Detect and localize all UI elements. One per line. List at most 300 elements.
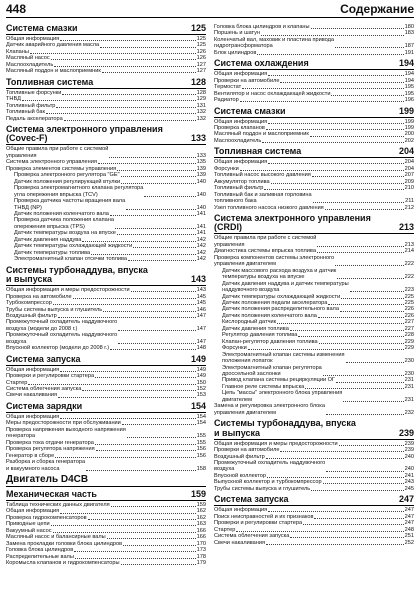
entry-title-line: воздуха — [6, 338, 27, 345]
section-title — [214, 59, 397, 69]
entry-page-number: 139 — [196, 165, 206, 172]
section-page-number: 199 — [398, 105, 414, 116]
entry-title-line: Замена и регулировка электронного блока — [214, 403, 325, 410]
entry-page-number: 229 — [404, 345, 414, 352]
entry-title — [6, 332, 117, 345]
section-heading[interactable] — [6, 490, 206, 501]
entry-title-line: Проверка напряжения выходного напряжения — [6, 426, 126, 433]
toc-entry[interactable] — [6, 560, 206, 566]
toc-section — [214, 24, 414, 56]
dot-leader — [319, 343, 404, 344]
section-heading[interactable] — [6, 402, 206, 413]
entry-page-number: 214 — [404, 248, 414, 255]
entry-page-number: 141 — [196, 230, 206, 237]
toc-entry[interactable] — [6, 256, 206, 262]
entry-page-number: 245 — [404, 485, 414, 492]
section-title-line: (CRDI) — [214, 222, 242, 233]
entry-title-line: Топливные форсунки — [6, 89, 62, 96]
toc-entry[interactable] — [214, 460, 414, 473]
entry-title — [222, 352, 345, 365]
entry-title-line: Электромагнитный клапан отсечки топлива — [14, 256, 128, 263]
section-heading[interactable] — [6, 355, 206, 366]
toc-entry[interactable] — [6, 459, 206, 472]
toc-entry[interactable] — [214, 50, 414, 56]
entry-title-line: Головка блока цилиндров и клапаны — [214, 24, 310, 30]
toc-entry[interactable] — [214, 235, 414, 248]
toc-entry[interactable] — [6, 217, 206, 230]
dot-leader — [311, 28, 404, 29]
entry-page-number: 143 — [196, 287, 206, 294]
entry-page-number: 196 — [404, 97, 414, 104]
toc-column-right — [214, 21, 414, 568]
entry-title-line: Датчик температуры охлаждающей жидкости — [222, 293, 341, 300]
toc-entry[interactable] — [6, 185, 206, 198]
entry-title-line: Проверка датчика положения клапана — [14, 217, 114, 224]
entry-page-number: 153 — [196, 392, 206, 399]
dot-leader — [335, 47, 404, 48]
section-page-number: 247 — [398, 494, 414, 505]
entry-title-line: Общая информация — [6, 36, 60, 42]
section-title — [6, 78, 189, 88]
entry-title — [14, 217, 114, 230]
entry-page-number: 187 — [404, 43, 414, 50]
entry-title-line: Общая информация и меры предосторожности — [214, 440, 338, 447]
dot-leader — [51, 59, 196, 60]
entry-title-line: Проверки на автомобиле — [214, 447, 280, 454]
section-title — [214, 147, 397, 157]
entry-title-line: угла опережения впрыска (TCV) — [14, 191, 98, 198]
entry-title-line: Датчик температуры топлива — [14, 249, 91, 256]
dot-leader — [242, 88, 404, 89]
dot-leader — [350, 291, 404, 292]
dot-leader — [118, 330, 195, 331]
section-heading[interactable] — [214, 495, 414, 506]
entry-title-line: Маслоохладитель — [214, 137, 262, 144]
section-title — [214, 214, 397, 233]
page-number: 448 — [6, 2, 27, 16]
entry-page-number: 156 — [196, 446, 206, 453]
entry-title-line: Датчик давления топлива — [222, 325, 289, 332]
entry-page-number: 126 — [196, 55, 206, 62]
dot-leader — [290, 330, 404, 331]
toc-section — [214, 147, 414, 211]
section-heading[interactable] — [6, 266, 206, 287]
entry-title-line: Проверка на автомобиле — [6, 293, 72, 300]
entry-title-line: Электромагнитный клапан системы изменения — [222, 351, 345, 358]
entry-page-number: 140 — [196, 178, 206, 185]
entry-title-line: Воздушный фильтр — [6, 312, 57, 319]
dot-leader — [98, 163, 196, 164]
dot-leader — [110, 349, 196, 350]
dot-leader — [102, 72, 196, 73]
entry-title-line: топливного бака — [214, 198, 257, 205]
dot-leader — [107, 538, 196, 539]
entry-title-line: опережения впрыска (TPS) — [14, 223, 85, 230]
dot-leader — [310, 136, 404, 137]
toc-entry[interactable] — [6, 146, 206, 159]
entry-page-number: 230 — [404, 370, 414, 377]
entry-title-line: Узел топливного насоса низкого давления — [214, 204, 324, 211]
dot-leader — [86, 470, 196, 471]
toc-entry[interactable] — [214, 540, 414, 546]
entry-title-line: Головка блока цилиндров — [6, 547, 74, 554]
section-heading[interactable] — [214, 214, 414, 235]
entry-title-line: Промежуточный охладитель наддувочного — [6, 332, 118, 339]
entry-title-line: Клапаны — [6, 48, 29, 55]
dot-leader — [268, 163, 403, 164]
section-heading[interactable] — [214, 59, 414, 70]
dot-leader — [111, 506, 196, 507]
dot-leader — [75, 558, 196, 559]
dot-leader — [340, 311, 404, 312]
entry-title-line: Выпускной коллектор и турбокомпрессор — [214, 479, 322, 486]
entry-title-line: положения лопаток — [222, 358, 273, 365]
section-title-line: Системы турбонаддува, впуска — [6, 264, 148, 275]
dot-leader — [118, 343, 195, 344]
section-title-line: Двигатель D4CB — [6, 474, 89, 486]
entry-title-line: Общая информация — [214, 507, 268, 514]
entry-page-number: 154 — [196, 413, 206, 420]
section-title — [214, 419, 397, 438]
entry-page-number: 152 — [196, 386, 206, 393]
dot-leader — [51, 525, 196, 526]
entry-page-number: 199 — [404, 124, 414, 131]
entry-title-line: Свечи накаливания — [6, 392, 57, 399]
entry-title-line: Общая информация — [214, 118, 268, 125]
entry-page-number: 227 — [404, 319, 414, 326]
dot-leader — [257, 54, 403, 55]
section-title — [214, 107, 397, 117]
section-title — [6, 475, 204, 486]
entry-title-line: Аккумулятор топлива — [214, 178, 270, 185]
entry-title-line: Форсунки — [214, 165, 239, 172]
entry-title-line: Стартер — [6, 379, 28, 386]
section-title — [6, 266, 189, 285]
entry-title-line: Коромысла клапанов и гидрокомпенсаторы — [6, 560, 120, 567]
entry-title-line: Коленчатый вал, маховик и пластина привода — [214, 36, 335, 43]
entry-title — [214, 540, 265, 546]
entry-title-line: Топливный бак — [6, 109, 45, 116]
dot-leader — [328, 304, 403, 305]
dot-leader — [100, 47, 195, 48]
dot-leader — [240, 101, 404, 102]
entry-page-number: 207 — [404, 172, 414, 179]
entry-page-number: 228 — [404, 332, 414, 339]
entry-page-number: 140 — [196, 191, 206, 198]
section-page-number: 128 — [190, 76, 206, 87]
entry-page-number: 202 — [404, 137, 414, 144]
section-heading[interactable] — [6, 24, 206, 35]
entry-title-line: Общие правила при работе с системой — [214, 235, 317, 242]
entry-page-number: 183 — [404, 30, 414, 37]
toc-section — [6, 78, 206, 122]
section-title-line: Система запуска — [6, 353, 81, 364]
entry-page-number: 199 — [404, 118, 414, 125]
entry-page-number: 212 — [404, 204, 414, 211]
entry-page-number: 127 — [196, 61, 206, 68]
entry-page-number: 133 — [196, 152, 206, 159]
toc-entry[interactable] — [214, 37, 414, 50]
toc-entry[interactable] — [6, 68, 206, 74]
entry-page-number: 194 — [404, 77, 414, 84]
entry-page-number: 211 — [405, 198, 414, 205]
dot-leader — [88, 519, 196, 520]
entry-title-line: Маслоохладитель — [6, 61, 54, 68]
entry-page-number: 142 — [196, 243, 206, 250]
entry-page-number: 227 — [404, 325, 414, 332]
toc-entry[interactable] — [6, 427, 206, 440]
entry-title — [222, 365, 322, 378]
entry-title — [214, 460, 325, 473]
section-title-line: и выпуска — [6, 274, 52, 285]
entry-title-line: Датчик давления наддува — [14, 236, 82, 243]
dot-leader — [261, 35, 404, 36]
entry-title-line: Привод клапана системы рециркуляции ОГ — [222, 377, 336, 384]
entry-page-number: 230 — [404, 358, 414, 365]
dot-leader — [117, 234, 196, 235]
toc-entry[interactable] — [214, 205, 414, 211]
entry-title — [6, 459, 85, 472]
dot-leader — [55, 457, 195, 458]
entry-page-number: 210 — [404, 185, 414, 192]
entry-title-line: ТНВД (NP) — [14, 204, 42, 211]
entry-page-number: 195 — [404, 90, 414, 97]
entry-title-line: Датчик аварийного давления масла — [6, 42, 100, 49]
dot-leader — [127, 437, 196, 438]
entry-title-line: Проверка гидрокомпенсаторов — [6, 514, 87, 521]
dot-leader — [95, 377, 196, 378]
dot-leader — [248, 349, 404, 350]
entry-title — [214, 486, 310, 492]
entry-page-number: 231 — [404, 383, 414, 390]
entry-page-number: 204 — [404, 165, 414, 172]
entry-page-number: 141 — [196, 211, 206, 218]
entry-title-line: управления — [6, 152, 37, 159]
entry-title — [6, 68, 101, 74]
dot-leader — [60, 513, 195, 514]
toc-entry[interactable] — [214, 97, 414, 103]
toc-entry[interactable] — [214, 138, 414, 144]
entry-title-line: Топливный фильтр — [214, 185, 264, 192]
entry-title — [214, 37, 334, 50]
toc-entry[interactable] — [214, 390, 414, 403]
entry-title-line: двигателем — [222, 396, 252, 403]
toc-entry[interactable] — [214, 365, 414, 378]
section-title-line: Система охлаждения — [214, 58, 309, 69]
toc-entry[interactable] — [214, 255, 414, 268]
dot-leader — [117, 170, 196, 171]
entry-title-line: Вакуумный насос — [6, 527, 52, 534]
dot-leader — [30, 53, 196, 54]
dot-leader — [267, 477, 404, 478]
dot-leader — [346, 362, 404, 363]
entry-title-line: Свечи накаливания — [214, 539, 265, 546]
section-title-line: (Covec-F) — [6, 133, 48, 144]
dot-leader — [268, 123, 403, 124]
entry-page-number: 170 — [196, 540, 206, 547]
entry-page-number: 166 — [196, 527, 206, 534]
section-heading[interactable] — [214, 107, 414, 118]
entry-page-number: 179 — [196, 560, 206, 567]
entry-page-number: 166 — [196, 534, 206, 541]
entry-title-line: Общая информация — [214, 159, 268, 166]
toc-entry[interactable] — [6, 319, 206, 332]
entry-title-line: Масляный насос — [6, 55, 50, 62]
dot-leader — [240, 170, 404, 171]
toc-entry[interactable] — [6, 198, 206, 211]
dot-leader — [325, 209, 404, 210]
section-heading[interactable] — [6, 475, 206, 487]
dot-leader — [323, 483, 404, 484]
dot-leader — [58, 317, 196, 318]
entry-title-line: Диагностика системы впрыска топлива — [214, 248, 316, 255]
toc-entry[interactable] — [214, 352, 414, 365]
entry-page-number: 225 — [404, 293, 414, 300]
entry-title-line: Топливный насос высокого давления — [214, 172, 311, 179]
toc-entry[interactable] — [214, 268, 414, 281]
toc-column-left — [6, 21, 206, 568]
entry-page-number: 141 — [196, 223, 206, 230]
entry-title-line: Трубы системы выпуска и глушитель — [214, 485, 311, 492]
dot-leader — [343, 401, 403, 402]
entry-title — [14, 198, 125, 211]
entry-page-number: 247 — [404, 507, 414, 514]
dot-leader — [121, 176, 196, 177]
entry-page-number: 204 — [404, 159, 414, 166]
page-title: Содержание — [340, 2, 414, 16]
entry-page-number: 125 — [196, 42, 206, 49]
section-title-line: Топливная система — [6, 76, 94, 87]
section-title-line: Системы турбонаддува, впуска — [214, 418, 356, 429]
entry-title-line: управления двигателем — [214, 409, 276, 416]
toc-section — [6, 355, 206, 399]
entry-title-line: Датчик температуры воздуха на впуске — [14, 230, 116, 237]
toc-entry[interactable] — [6, 392, 206, 398]
entry-page-number: 194 — [404, 71, 414, 78]
toc-section — [214, 419, 414, 492]
entry-page-number: 142 — [196, 256, 206, 263]
dot-leader — [46, 113, 196, 114]
section-title-line: Система электронного управления — [6, 123, 163, 134]
entry-page-number: 132 — [196, 115, 206, 122]
entry-title-line: Проверка электромагнитного клапана регулятора — [14, 185, 144, 192]
entry-title-line: Клапан-регулятор давления топлива — [222, 338, 318, 345]
entry-title-line: температуры воздуха на впуске — [222, 274, 305, 281]
entry-page-number: 155 — [196, 433, 206, 440]
entry-title-line: Общие правила при работе с системой — [6, 146, 109, 153]
section-title — [6, 355, 189, 365]
toc-section — [214, 495, 414, 546]
dot-leader — [266, 458, 404, 459]
entry-title-line: Поршень и шатун — [214, 30, 261, 37]
dot-leader — [56, 107, 195, 108]
entry-title-line: Главное реле системы впрыска — [222, 383, 305, 390]
toc-section — [214, 214, 414, 416]
entry-title-line: Датчик давления наддува и датчик температуры — [222, 280, 349, 287]
dot-leader — [122, 424, 196, 425]
toc-section — [6, 402, 206, 472]
toc-entry[interactable] — [214, 403, 414, 416]
dot-leader — [318, 317, 404, 318]
entry-page-number: 200 — [404, 131, 414, 138]
dot-leader — [96, 450, 196, 451]
dot-leader — [339, 445, 404, 446]
entry-title-line: Форсунки — [222, 345, 247, 352]
entry-title-line: Общая информация — [6, 366, 60, 373]
section-title-line: Механическая часть — [6, 489, 97, 500]
entry-page-number: 132 — [196, 109, 206, 116]
dot-leader — [313, 202, 404, 203]
entry-page-number: 226 — [404, 312, 414, 319]
entry-page-number: 145 — [196, 293, 206, 300]
entry-title — [222, 268, 336, 281]
entry-title — [214, 192, 312, 205]
entry-title-line: гидротрансформатора — [214, 43, 273, 50]
section-heading[interactable] — [214, 419, 414, 440]
toc-entry[interactable] — [214, 192, 414, 205]
toc-entry[interactable] — [214, 486, 414, 492]
entry-page-number: 226 — [404, 306, 414, 313]
toc-entry[interactable] — [6, 116, 206, 122]
entry-page-number: 248 — [404, 526, 414, 533]
entry-title-line: ТНВД — [6, 96, 21, 103]
dot-leader — [280, 82, 403, 83]
entry-page-number: 145 — [196, 300, 206, 307]
dot-leader — [53, 532, 196, 533]
entry-page-number: 231 — [404, 377, 414, 384]
section-heading[interactable] — [6, 125, 206, 146]
entry-title-line: Регулятор давления топлива — [222, 332, 298, 339]
section-heading[interactable] — [6, 78, 206, 89]
dot-leader — [123, 545, 196, 546]
entry-page-number: 149 — [196, 373, 206, 380]
section-heading[interactable] — [214, 147, 414, 158]
dot-leader — [60, 418, 195, 419]
entry-title-line: Впускной коллектор — [214, 472, 266, 479]
entry-page-number: 147 — [196, 312, 206, 319]
dot-leader — [280, 451, 403, 452]
entry-title-line: Общая информация — [6, 413, 60, 420]
entry-title-line: Датчик положения распределительного вала — [222, 306, 339, 313]
entry-title-line: Проверки и регулировки стартера — [214, 520, 303, 527]
dot-leader — [337, 278, 403, 279]
entry-title-line: дроссельной заслонки — [222, 370, 281, 377]
section-title — [6, 490, 189, 500]
toc-entry[interactable] — [6, 345, 206, 351]
toc-entry[interactable] — [6, 332, 206, 345]
entry-page-number: 173 — [196, 547, 206, 554]
entry-title — [214, 50, 256, 56]
dot-leader — [54, 66, 195, 67]
dot-leader — [298, 336, 403, 337]
entry-title-line: Проверка регулятора напряжения — [6, 446, 95, 453]
dot-leader — [264, 189, 403, 190]
entry-page-number: 232 — [404, 409, 414, 416]
entry-title-line: Общая информация — [214, 71, 268, 78]
dot-leader — [262, 142, 403, 143]
entry-title-line: управления двигателем — [214, 261, 276, 268]
dot-leader — [236, 531, 403, 532]
entry-title-line: Масляный поддон и маслоприемник — [214, 131, 309, 138]
section-title-line: Система запуска — [214, 494, 289, 505]
toc-entry[interactable] — [214, 281, 414, 294]
entry-page-number: 131 — [196, 102, 206, 109]
entry-title-line: воздуха — [214, 466, 235, 473]
entry-title-line: Блок цилиндров — [214, 49, 257, 56]
section-title — [214, 495, 397, 505]
entry-page-number: 241 — [404, 472, 414, 479]
section-title-line: Система смазки — [6, 23, 78, 33]
